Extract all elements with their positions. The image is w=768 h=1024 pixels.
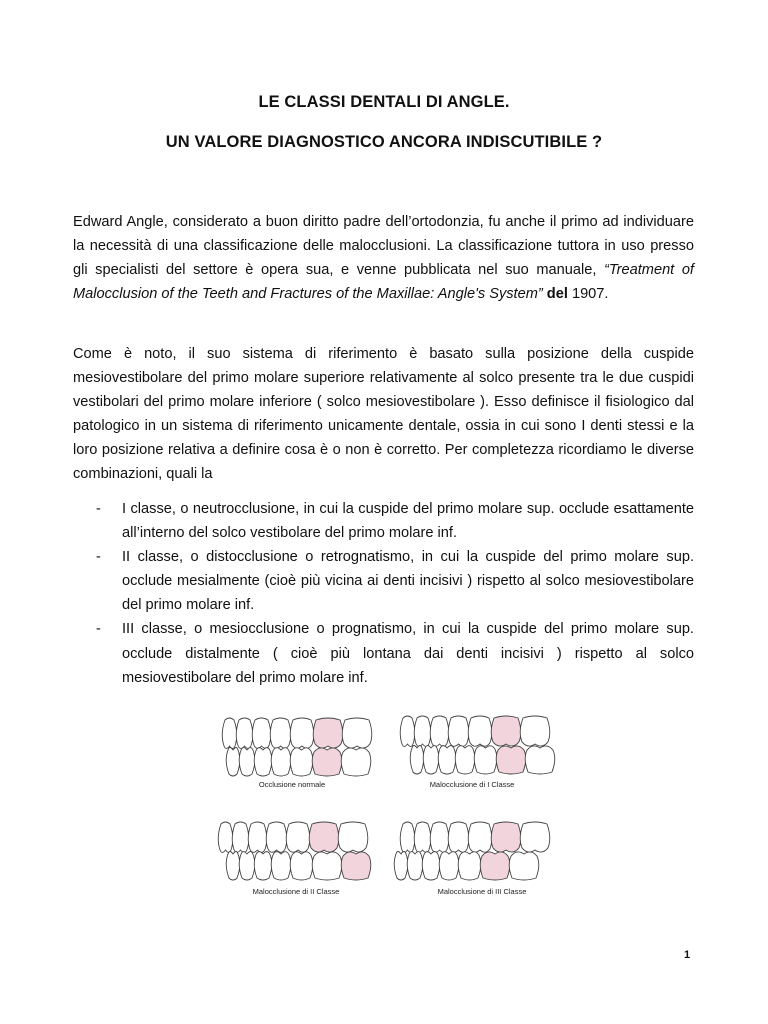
tooth: [232, 822, 249, 852]
tooth: [239, 748, 255, 776]
paragraph-intro: [73, 210, 694, 306]
tooth: [430, 716, 449, 746]
tooth: [509, 852, 539, 880]
publication-year: 1907: [571, 286, 605, 303]
list-item-text: I classe, o neutrocclusione, in cui la cuspide del primo molare sup. occlude esattamente all’interno del solco vestibolare del primo molare inf.: [122, 501, 694, 542]
tooth: [520, 822, 550, 852]
tooth: [271, 852, 291, 880]
tooth: [266, 822, 287, 852]
tooth: [290, 748, 313, 776]
tooth: [341, 748, 371, 776]
tooth: [218, 822, 233, 852]
tooth: [439, 852, 459, 880]
list-dash: -: [96, 501, 101, 517]
first-molar-tooth: [480, 852, 510, 880]
paragraph-intro-end: .: [604, 286, 609, 303]
tooth: [338, 822, 368, 852]
list-item-class-1: [73, 497, 694, 545]
tooth: [394, 851, 408, 880]
tooth: [222, 718, 237, 748]
first-molar-tooth: [312, 748, 342, 776]
first-molar-tooth: [309, 822, 339, 852]
tooth: [468, 716, 492, 746]
tooth: [290, 718, 314, 748]
first-molar-tooth: [496, 746, 526, 774]
tooth: [468, 822, 492, 852]
caption-class-2: Malocclusione di II Classe: [252, 887, 340, 896]
paragraph-intro-text: Edward Angle, considerato a buon diritto padre dell’ortodonzia, fu anche il primo ad individuare la necessità di una classificazione delle malocclusioni. La classificazione tuttora in uso presso gli specialisti del settore è opera sua, e venne pubblicata nel suo manuale,: [73, 214, 694, 279]
tooth: [422, 852, 440, 880]
tooth: [254, 748, 272, 776]
tooth: [239, 852, 255, 880]
tooth: [423, 746, 439, 774]
caption-class-1: Malocclusione di I Classe: [429, 780, 515, 789]
first-molar-tooth: [313, 718, 343, 748]
tooth: [271, 748, 291, 776]
title-line-1: LE CLASSI DENTALI DI ANGLE.: [258, 93, 510, 111]
tooth: [270, 718, 291, 748]
tooth: [312, 852, 342, 880]
tooth: [286, 822, 310, 852]
list-dash: -: [96, 549, 101, 566]
tooth: [414, 822, 431, 852]
angle-classes-illustration: [210, 712, 562, 908]
tooth: [448, 716, 469, 746]
page-number: 1: [684, 949, 691, 961]
paragraph-reference-system: Come è noto, il suo sistema di riferimento è basato sulla posizione della cuspide mesiovestibolare del primo molare superiore relativamente al solco presente tra le due cuspidi vestibolari del primo molare inferiore ( solco mesiovestibolare ). Esso definisce il fisiologico dal patologico in un sistema di riferimento unicamente dentale, ossia in cui sono I denti stessi e la loro posizione relativa a definire cosa è o non è corretto. Per completezza ricordiamo le diverse combinazioni, quali la: [73, 346, 694, 483]
first-molar-tooth: [341, 852, 371, 880]
tooth: [252, 718, 271, 748]
tooth: [226, 747, 240, 776]
title-line-2: UN VALORE DIAGNOSTICO ANCORA INDISCUTIBILE ?: [165, 133, 603, 151]
angle-classes-list: [73, 497, 694, 690]
tooth: [407, 852, 423, 880]
paragraph-intro-del: del: [542, 286, 572, 303]
list-item-text: II classe, o distocclusione o retrognatismo, in cui la cuspide del primo molare sup. occlude mesialmente (cioè più vicina ai denti incisivi ) rispetto al solco mesiovestibolare del primo molare inf.: [122, 549, 694, 614]
tooth: [342, 718, 372, 748]
tooth-diagram-panels: [218, 716, 555, 880]
list-item-class-2: [73, 545, 694, 617]
first-molar-tooth: [491, 716, 521, 746]
tooth: [520, 716, 550, 746]
tooth: [248, 822, 267, 852]
tooth: [400, 822, 415, 852]
tooth: [254, 852, 272, 880]
caption-normal-occlusion: Occlusione normale: [258, 780, 326, 789]
tooth: [236, 718, 253, 748]
caption-class-3: Malocclusione di III Classe: [437, 887, 527, 896]
first-molar-tooth: [491, 822, 521, 852]
tooth: [400, 716, 415, 746]
tooth: [410, 745, 424, 774]
tooth: [474, 746, 497, 774]
tooth: [414, 716, 431, 746]
tooth: [458, 852, 481, 880]
tooth: [290, 852, 313, 880]
list-item-text: III classe, o mesiocclusione o prognatismo, in cui la cuspide del primo molare sup. occlude distalmente ( cioè più lontana dai denti incisivi ) rispetto al solco mesiovestibolare del primo molare inf.: [122, 621, 694, 686]
tooth: [455, 746, 475, 774]
tooth: [448, 822, 469, 852]
book-title: “Treatment of Malocclusion of the Teeth and Fractures of the Maxillae: Angle's System”: [73, 262, 694, 303]
tooth: [525, 746, 555, 774]
tooth: [226, 851, 240, 880]
tooth: [438, 746, 456, 774]
tooth: [430, 822, 449, 852]
list-item-class-3: [73, 617, 694, 689]
list-dash: -: [96, 621, 101, 638]
